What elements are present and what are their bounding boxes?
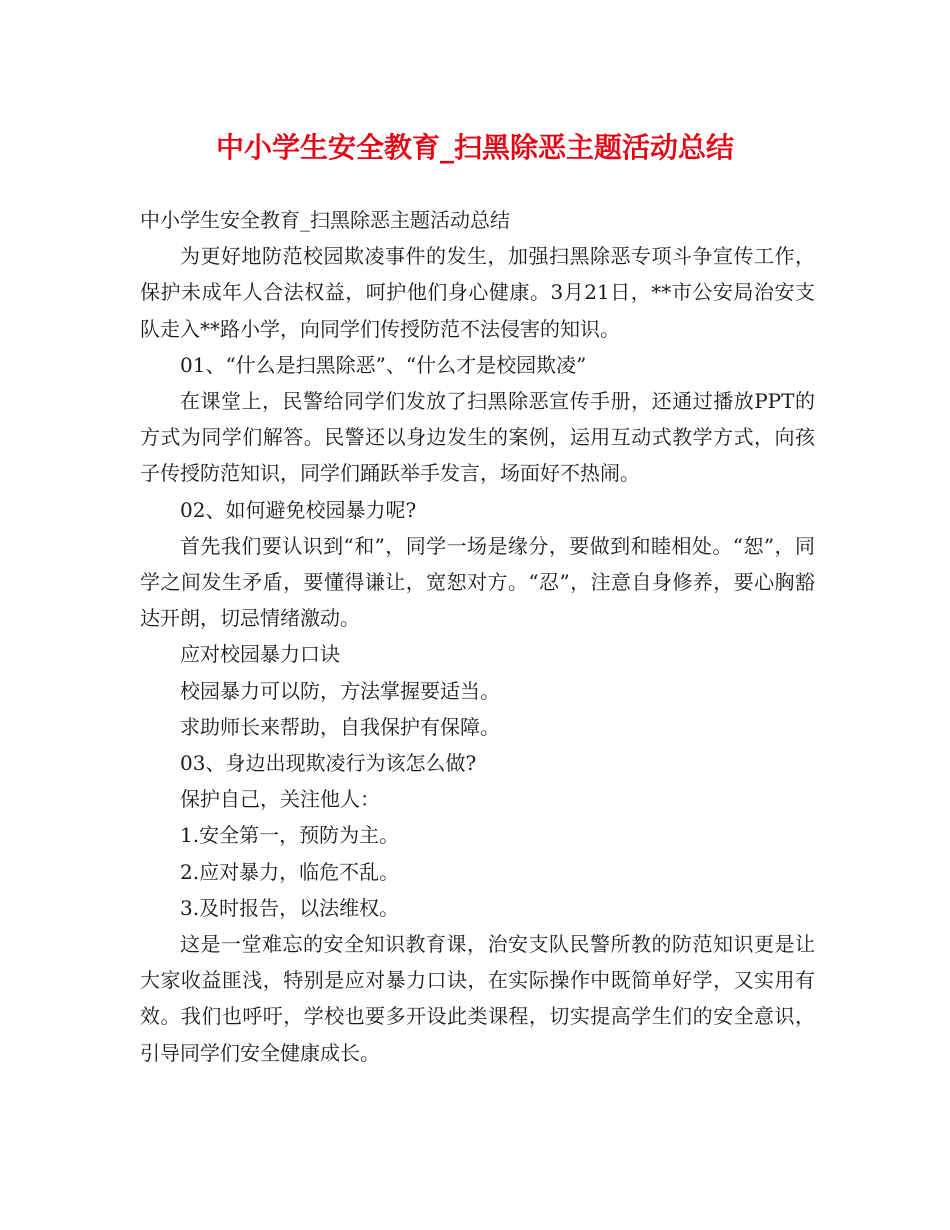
list-item-1: 1.安全第一，预防为主。 — [180, 823, 400, 848]
rhyme-line-1: 校园暴力可以防，方法掌握要适当。 — [180, 678, 500, 703]
section-heading-02: 02、如何避免校园暴力呢? — [180, 497, 417, 522]
paragraph-subtitle: 中小学生安全教育_扫黑除恶主题活动总结 — [140, 208, 510, 232]
paragraph-intro: 为更好地防范校园欺凌事件的发生，加强扫黑除恶专项斗争宣传工作，保护未成年人合法权益，呵护他们身心健康。3月21日，**市公安局治安支队走入**路小学，向同学们传授防范不法侵害的知识。 — [140, 244, 815, 341]
list-item-3: 3.及时报告，以法维权。 — [180, 895, 400, 920]
list-intro: 保护自己，关注他人： — [180, 787, 380, 812]
list-item-2: 2.应对暴力，临危不乱。 — [180, 859, 400, 884]
paragraph-classroom: 在课堂上，民警给同学们发放了扫黑除恶宣传手册，还通过播放PPT的方式为同学们解答。民警还以身边发生的案例，运用互动式教学方式，向孩子传授防范知识，同学们踊跃举手发言，场面好不热闹。 — [140, 389, 815, 486]
section-heading-01: 01、“什么是扫黑除恶”、“什么才是校园欺凌” — [180, 352, 587, 377]
document-body — [140, 202, 815, 1071]
section-heading-03: 03、身边出现欺凌行为该怎么做? — [180, 751, 477, 776]
paragraph-advice: 首先我们要认识到“和”，同学一场是缘分，要做到和睦相处。“恕”，同学之间发生矛盾，要懂得谦让，宽恕对方。“忍”，注意自身修养，要心胸豁达开朗，切忌情绪激动。 — [140, 533, 815, 631]
rhyme-heading: 应对校园暴力口诀 — [180, 642, 340, 667]
paragraph-conclusion: 这是一堂难忘的安全知识教育课，治安支队民警所教的防范知识更是让大家收益匪浅，特别是应对暴力口诀，在实际操作中既简单好学，又实用有效。我们也呼吁，学校也要多开设此类课程，切实提高学生们的安全意识，引导同学们安全健康成长。 — [140, 932, 815, 1065]
rhyme-line-2: 求助师长来帮助，自我保护有保障。 — [180, 714, 500, 739]
document-title: 中小学生安全教育_扫黑除恶主题活动总结 — [215, 131, 734, 164]
